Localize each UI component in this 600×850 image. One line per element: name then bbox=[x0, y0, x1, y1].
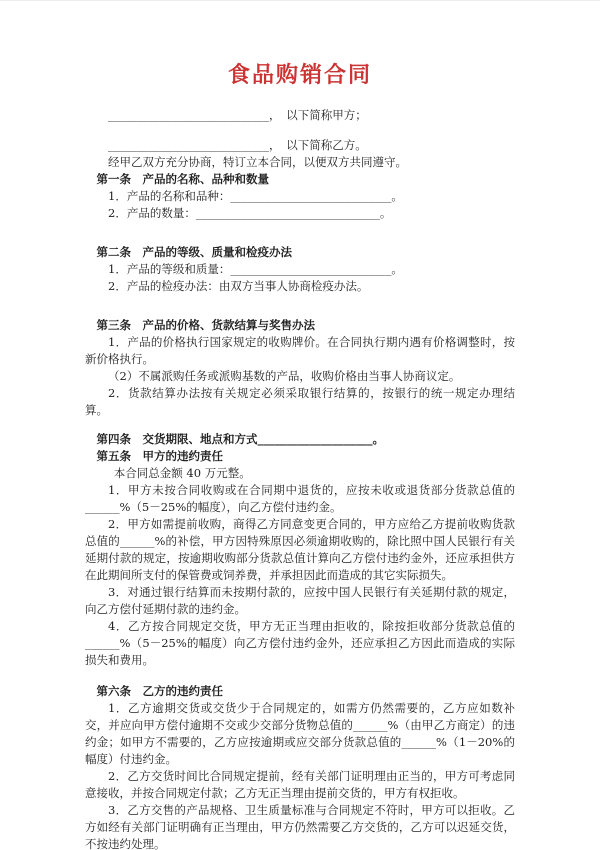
article-1-item-2: 2．产品的数量：________________________________。 bbox=[108, 206, 392, 220]
section-article-6 bbox=[85, 683, 515, 850]
party-a-blank-line: ____________________________， 以下简称甲方； bbox=[108, 108, 367, 122]
intro-paragraph: 经甲乙双方充分协商，特订立本合同，以便双方共同遵守。 bbox=[108, 155, 407, 169]
section-article-4 bbox=[85, 431, 515, 448]
article-2-item-1: 1．产品的等级和质量：____________________________。 bbox=[108, 262, 403, 276]
document-title: 食品购销合同 bbox=[227, 62, 372, 88]
article-3-item-1: 1．产品的价格执行国家规定的收购牌价。在合同执行期内遇有价格调整时，按新价格执行。 bbox=[85, 335, 515, 366]
section-article-1 bbox=[85, 171, 515, 222]
article-6-item-1: 1．乙方逾期交货或交货少于合同规定的，如需方仍然需要的，乙方应如数补交，并应向甲方偿付逾期不交或少交部分货物总值的______%（由甲乙方商定）的违约金；如甲方不需要的，乙方应按逾期或应交部分货款总值的______%（1－20%的幅度）付违约金。 bbox=[85, 701, 515, 766]
article-5-total-amount: 本合同总金额 40 万元整。 bbox=[113, 466, 251, 480]
article-5-item-4: 4．乙方按合同规定交货，甲方无正当理由拒收的，除按拒收部分货款总值的______%（5－25%的幅度）向乙方偿付违约金外，还应承担乙方因此而造成的实际损失和费用。 bbox=[85, 619, 515, 667]
party-b-blank-line: ____________________________， 以下简称乙方。 bbox=[108, 138, 367, 152]
article-3-item-3: 2．货款结算办法按有关规定必须采取银行结算的，按银行的统一规定办理结算。 bbox=[85, 386, 515, 417]
article-5-heading: 第五条 甲方的违约责任 bbox=[96, 449, 223, 463]
article-5-item-1: 1．甲方未按合同收购或在合同期中退货的，应按未收或退货部分货款总值的______%（5－25%的幅度），向乙方偿付违约金。 bbox=[85, 483, 515, 514]
article-1-item-1: 1．产品的名称和品种：____________________________。 bbox=[108, 189, 403, 203]
article-5-item-3: 3．对通过银行结算而未按期付款的，应按中国人民银行有关延期付款的规定，向乙方偿付延期付款的违约金。 bbox=[85, 585, 515, 616]
article-6-heading: 第六条 乙方的违约责任 bbox=[96, 684, 223, 698]
section-article-2 bbox=[85, 244, 515, 295]
article-6-item-3: 3．乙方交售的产品规格、卫生质量标准与合同规定不符时，甲方可以拒收。乙方如经有关部门证明确有正当理由，甲方仍然需要乙方交货的，乙方可以迟延交货，不按违约处理。 bbox=[85, 803, 515, 850]
article-5-item-2: 2．甲方如需提前收购，商得乙方同意变更合同的，甲方应给乙方提前收购货款总值的______%的补偿，甲方因特殊原因必须逾期收购的，除比照中国人民银行有关延期付款的规定，按逾期收购部分货款总值计算向乙方偿付违约金外，还应承担供方在此期间所支付的保管费或饲养费，并承担因此而造成的其它实际损失。 bbox=[85, 517, 515, 582]
article-6-item-2: 2．乙方交货时间比合同规定提前，经有关部门证明理由正当的，甲方可考虑同意接收，并按合同规定付款；乙方无正当理由提前交货的，甲方有权拒收。 bbox=[85, 769, 515, 800]
article-2-heading: 第二条 产品的等级、质量和检疫办法 bbox=[96, 245, 292, 259]
section-article-5 bbox=[85, 448, 515, 669]
article-3-heading: 第三条 产品的价格、货款结算与奖售办法 bbox=[96, 318, 315, 332]
article-2-item-2: 2．产品的检疫办法：由双方当事人协商检疫办法。 bbox=[108, 279, 369, 293]
article-4-heading: 第四条 交货期限、地点和方式____________________。 bbox=[96, 432, 384, 446]
article-3-item-2: （2）不属派购任务或派购基数的产品，收购价格由当事人协商议定。 bbox=[108, 369, 461, 383]
article-1-heading: 第一条 产品的名称、品种和数量 bbox=[96, 172, 269, 186]
section-article-3 bbox=[85, 317, 515, 419]
